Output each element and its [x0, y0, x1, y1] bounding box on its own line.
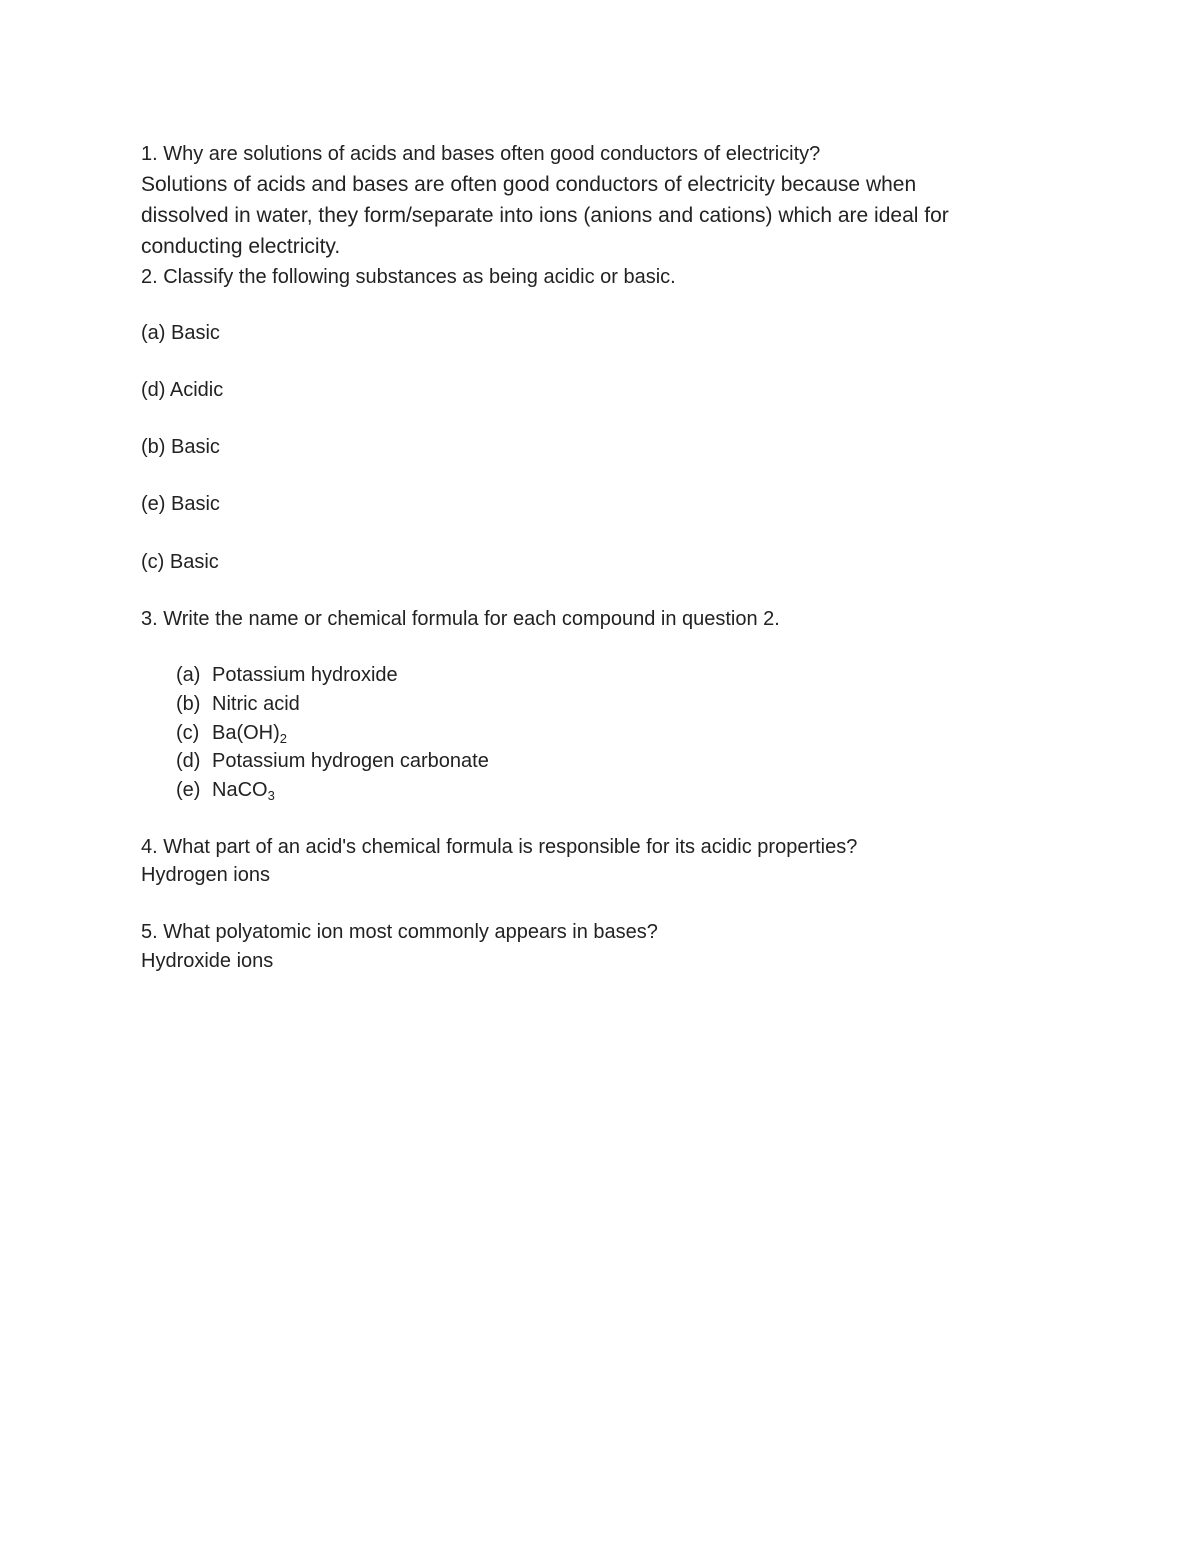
list-item	[176, 749, 489, 773]
question-2: 2. Classify the following substances as being acidic or basic.	[141, 266, 676, 288]
list-marker: (b)	[176, 693, 201, 715]
question-3: 3. Write the name or chemical formula for each compound in question 2.	[141, 608, 780, 630]
list-item	[176, 663, 398, 687]
formula-subscript: 3	[267, 788, 275, 803]
list-item	[176, 692, 300, 716]
answer-2-e: (e) Basic	[141, 493, 220, 515]
list-marker: (d)	[176, 750, 201, 772]
list-item-text: Nitric acid	[212, 693, 300, 715]
answer-2-a: (a) Basic	[141, 322, 220, 344]
list-item	[176, 721, 287, 745]
answer-1-line-1: Solutions of acids and bases are often good conductors of electricity because when	[141, 173, 917, 196]
answer-1-line-2: dissolved in water, they form/separate into ions (anions and cations) which are ideal for	[141, 204, 949, 227]
list-item-text: Potassium hydrogen carbonate	[212, 750, 489, 772]
list-marker: (c)	[176, 722, 200, 744]
list-marker: (a)	[176, 664, 201, 686]
question-1: 1. Why are solutions of acids and bases often good conductors of electricity?	[141, 143, 821, 165]
list-item-text: Potassium hydroxide	[212, 664, 398, 686]
formula-subscript: 2	[279, 731, 288, 746]
answer-2-b: (b) Basic	[141, 436, 220, 458]
answer-2-d: (d) Acidic	[141, 379, 224, 401]
chemical-formula: NaCO	[212, 779, 268, 801]
question-4: 4. What part of an acid's chemical formula is responsible for its acidic properties?	[141, 836, 858, 858]
answer-2-c: (c) Basic	[141, 551, 219, 573]
list-item	[176, 778, 275, 802]
list-marker: (e)	[176, 779, 201, 801]
answer-5: Hydroxide ions	[141, 950, 274, 972]
answer-4: Hydrogen ions	[141, 864, 270, 886]
answer-1-line-3: conducting electricity.	[141, 235, 341, 258]
question-5: 5. What polyatomic ion most commonly appears in bases?	[141, 921, 658, 943]
chemical-formula: Ba(OH)	[212, 722, 280, 744]
